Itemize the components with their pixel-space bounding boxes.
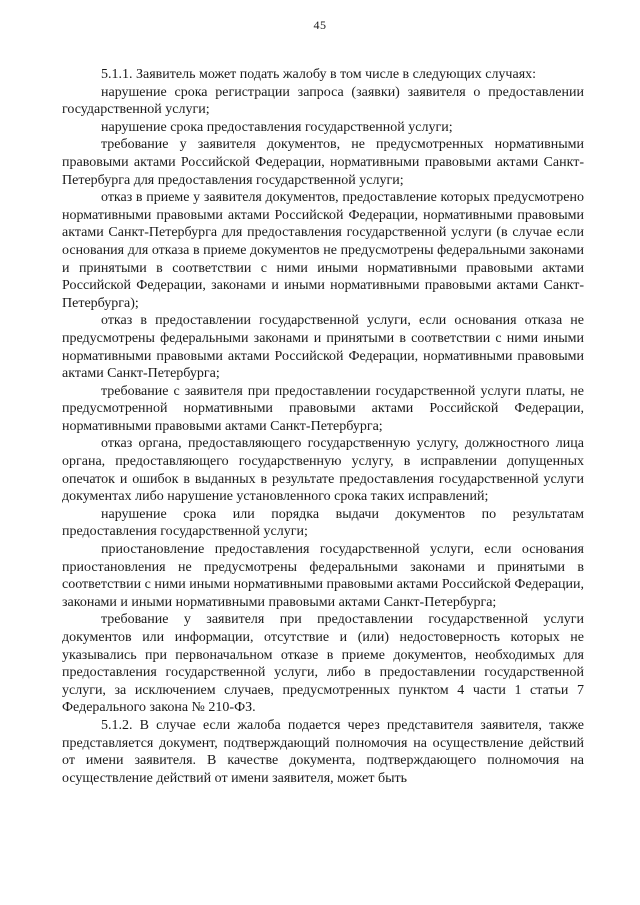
paragraph-fee-demand: требование с заявителя при предоставлении государственной услуги платы, не предусмотренной нормативными правовыми актами Российской Федерации, нормативными правовыми актами Санкт-Петербурга; [62, 383, 584, 434]
paragraph-service-suspension: приостановление предоставления государственной услуги, если основания приостановления не предусмотрены федеральными законами и принятыми в соответствии с ними иными нормативными правовыми актами Российской Федерации, законами и иными нормативными правовыми актами Санкт-Петербурга; [62, 542, 584, 610]
paragraph-extra-documents-demand: требование у заявителя документов, не предусмотренных нормативными правовыми актами Российской Федерации, нормативными правовыми актами Санкт-Петербурга для предоставления государственной услуги; [62, 137, 584, 188]
paragraph-issuance-violation: нарушение срока или порядка выдачи документов по результатам предоставления государственной услуги; [62, 506, 584, 540]
paragraph-registration-violation: нарушение срока регистрации запроса (заявки) заявителя о предоставлении государственной услуги; [62, 84, 584, 118]
paragraph-correction-refusal: отказ органа, предоставляющего государственную услугу, должностного лица органа, предоставляющего государственную услугу, в исправлении допущенных опечаток и ошибок в выданных в результате предоставления государственной услуги документах либо нарушение установленного срока таких исправлений; [62, 436, 584, 505]
document-body [62, 66, 584, 787]
paragraph-service-refusal: отказ в предоставлении государственной услуги, если основания отказа не предусмотрены федеральными законами и принятыми в соответствии с ними иными нормативными правовыми актами Российской Федерации, нормативными правовыми актами Санкт-Петербурга; [62, 313, 584, 382]
paragraph-unlisted-documents-demand: требование у заявителя при предоставлении государственной услуги документов или информации, отсутствие и (или) недостоверность которых не указывались при первоначальном отказе в приеме документов, необходимых для предоставления государственной услуги, либо в предоставлении государственной услуги, за исключением случаев, предусмотренных пунктом 4 части 1 статьи 7 Федерального закона № 210-ФЗ. [62, 612, 584, 716]
paragraph-document-acceptance-refusal: отказ в приеме у заявителя документов, предоставление которых предусмотрено нормативными правовыми актами Российской Федерации, нормативными правовыми актами Санкт-Петербурга для предоставления государственной услуги (в случае если основания для отказа в приеме документов не предусмотрены федеральными законами и принятыми в соответствии с ними иными нормативными правовыми актами Российской Федерации, законами и иными нормативными правовыми актами Санкт-Петербурга); [62, 190, 584, 311]
paragraph-5-1-1-intro: 5.1.1. Заявитель может подать жалобу в том числе в следующих случаях: [101, 67, 537, 82]
paragraph-5-1-2-representative: 5.1.2. В случае если жалоба подается через представителя заявителя, также представляется документ, подтверждающий полномочия на осуществление действий от имени заявителя. В качестве документа, подтверждающего полномочия на осуществление действий от имени заявителя, может быть [62, 717, 584, 786]
paragraph-service-term-violation: нарушение срока предоставления государственной услуги; [101, 119, 453, 135]
page-number: 45 [313, 18, 327, 32]
